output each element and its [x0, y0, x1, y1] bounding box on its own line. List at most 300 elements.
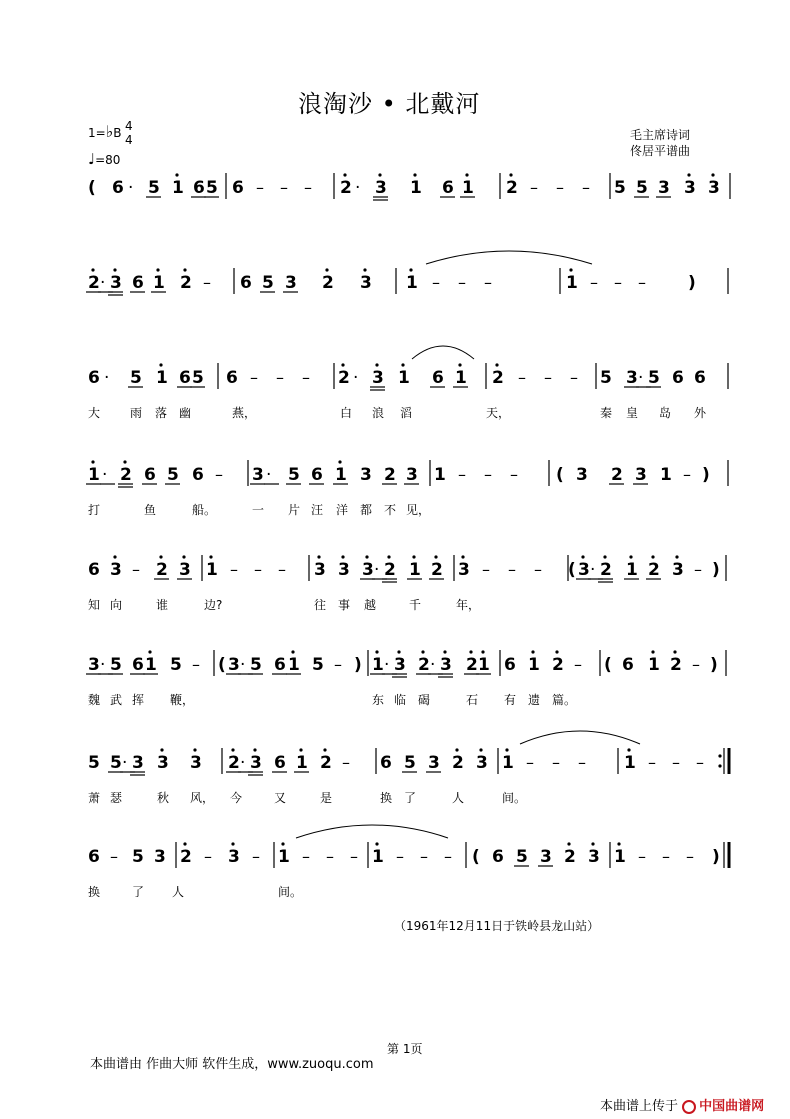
high-octave-dot — [455, 748, 458, 751]
note: 3 — [110, 273, 122, 293]
note: 6 — [492, 847, 504, 867]
extension-dash: – — [648, 753, 656, 772]
lyric-syllable: 越 — [364, 598, 377, 612]
note: 1 — [648, 655, 660, 675]
note: 6 — [179, 368, 191, 388]
extension-dash: – — [508, 560, 516, 579]
high-octave-dot — [281, 842, 284, 845]
note: 1 — [409, 560, 421, 580]
note: 3 — [440, 655, 452, 675]
bracket: ) — [354, 655, 362, 675]
lyric-syllable: 汪 — [311, 503, 324, 517]
note: 6 — [88, 847, 100, 867]
extension-dash: – — [432, 273, 440, 292]
note: 6 — [274, 753, 286, 773]
augmentation-dot: · — [430, 655, 436, 675]
augmentation-dot: · — [240, 655, 246, 675]
bracket: ( — [604, 655, 612, 675]
bracket: ) — [712, 560, 720, 580]
high-octave-dot — [603, 555, 606, 558]
lyric-syllable: 人 — [172, 885, 185, 899]
note: 3 — [576, 465, 588, 485]
augmentation-dot: · — [374, 560, 380, 580]
footer-software-note: 本曲谱由 作曲大师 软件生成，www.zuoqu.com — [90, 1057, 374, 1072]
augmentation-dot: · — [353, 368, 359, 388]
high-octave-dot — [461, 555, 464, 558]
extension-dash: – — [203, 273, 211, 292]
lyric-syllable: 燕， — [232, 406, 257, 420]
note: 1 — [455, 368, 467, 388]
note: 2 — [384, 560, 396, 580]
note: 2 — [228, 753, 240, 773]
page-number: 第 1页 — [387, 1042, 423, 1056]
high-octave-dot — [193, 748, 196, 751]
note: 6 — [88, 560, 100, 580]
augmentation-dot: · — [100, 655, 106, 675]
note: 2 — [600, 560, 612, 580]
extension-dash: – — [518, 368, 526, 387]
note: 2 — [340, 178, 352, 198]
note: 6 — [694, 368, 706, 388]
high-octave-dot — [412, 555, 415, 558]
lyric-syllable: 落 — [155, 406, 168, 420]
note: 1 — [398, 368, 410, 388]
footer-upload-note — [600, 1095, 764, 1114]
high-octave-dot — [531, 650, 534, 653]
extension-dash: – — [342, 753, 350, 772]
note: 5 — [288, 465, 300, 485]
note: 6 — [432, 368, 444, 388]
note: 5 — [648, 368, 660, 388]
note: 1 — [156, 368, 168, 388]
lyric-syllable: 向 — [110, 598, 123, 612]
note: 1 — [278, 847, 290, 867]
note: 3 — [338, 560, 350, 580]
note: 6 — [380, 753, 392, 773]
note: 6 — [622, 655, 634, 675]
lyric-syllable: 片 — [288, 503, 301, 517]
slur — [296, 825, 448, 838]
lyric-syllable: 东 — [372, 693, 385, 707]
note: 5 — [192, 368, 204, 388]
extension-dash: – — [692, 655, 700, 674]
bracket: ) — [688, 273, 696, 293]
lyric-syllable: 打 — [88, 503, 101, 517]
extension-dash: – — [420, 847, 428, 866]
high-octave-dot — [148, 650, 151, 653]
note: 6 — [144, 465, 156, 485]
lyricist-credit: 毛主席诗词 — [630, 128, 691, 142]
high-octave-dot — [375, 363, 378, 366]
extension-dash: – — [215, 465, 223, 484]
lyric-syllable: 间。 — [502, 791, 527, 805]
extension-dash: – — [578, 753, 586, 772]
high-octave-dot — [495, 363, 498, 366]
lyric-syllable: 遗 — [528, 693, 541, 707]
lyric-syllable: 挥 — [132, 693, 145, 707]
lyric-syllable: 鱼 — [144, 503, 157, 517]
high-octave-dot — [291, 650, 294, 653]
note: 3 — [228, 655, 240, 675]
high-octave-dot — [231, 842, 234, 845]
high-octave-dot — [113, 268, 116, 271]
high-octave-dot — [421, 650, 424, 653]
note: 1 — [624, 753, 636, 773]
note: 2 — [384, 465, 396, 485]
note: 3 — [154, 847, 166, 867]
note: 1 — [660, 465, 672, 485]
note: 2 — [506, 178, 518, 198]
lyric-syllable: 千 — [409, 598, 422, 612]
note: 1 — [335, 465, 347, 485]
note: 6 — [193, 178, 205, 198]
high-octave-dot — [338, 460, 341, 463]
lyric-syllable: 了 — [404, 791, 417, 805]
note: 3 — [458, 560, 470, 580]
augmentation-dot: · — [104, 368, 110, 388]
high-octave-dot — [567, 842, 570, 845]
note: 5 — [148, 178, 160, 198]
high-octave-dot — [378, 173, 381, 176]
note: 3 — [375, 178, 387, 198]
extension-dash: – — [350, 847, 358, 866]
note: 5 — [167, 465, 179, 485]
note: 6 — [88, 368, 100, 388]
note: 5 — [206, 178, 218, 198]
augmentation-dot: · — [638, 368, 644, 388]
extension-dash: – — [534, 560, 542, 579]
high-octave-dot — [160, 748, 163, 751]
lyric-syllable: 又 — [274, 791, 287, 805]
extension-dash: – — [530, 178, 538, 197]
note: 3 — [132, 753, 144, 773]
note: 6 — [442, 178, 454, 198]
lyric-syllable: 篇。 — [552, 693, 577, 707]
high-octave-dot — [159, 363, 162, 366]
note: 1 — [502, 753, 514, 773]
note: 3 — [228, 847, 240, 867]
lyric-syllable: 秋 — [157, 791, 170, 805]
extension-dash: – — [444, 847, 452, 866]
lyric-syllable: 魏 — [88, 693, 101, 707]
high-octave-dot — [253, 748, 256, 751]
augmentation-dot: · — [102, 465, 108, 485]
extension-dash: – — [458, 273, 466, 292]
lyric-syllable: 知 — [88, 598, 101, 612]
note: 1 — [288, 655, 300, 675]
note: 2 — [431, 560, 443, 580]
high-octave-dot — [183, 842, 186, 845]
slur — [426, 251, 592, 264]
high-octave-dot — [375, 650, 378, 653]
note: 3 — [540, 847, 552, 867]
extension-dash: – — [132, 560, 140, 579]
time-bottom: 4 — [125, 133, 133, 147]
lyric-syllable: 鞭， — [170, 693, 195, 707]
high-octave-dot — [509, 173, 512, 176]
augmentation-dot: · — [384, 655, 390, 675]
extension-dash: – — [556, 178, 564, 197]
note: 6 — [132, 655, 144, 675]
high-octave-dot — [323, 748, 326, 751]
high-octave-dot — [687, 173, 690, 176]
extension-dash: – — [662, 847, 670, 866]
note: 2 — [552, 655, 564, 675]
high-octave-dot — [387, 555, 390, 558]
note: 2 — [120, 465, 132, 485]
augmentation-dot: · — [128, 178, 134, 198]
extension-dash: – — [230, 560, 238, 579]
note: 5 — [170, 655, 182, 675]
note: 3 — [360, 465, 372, 485]
lyric-syllable: 雨 — [130, 406, 143, 420]
high-octave-dot — [325, 268, 328, 271]
extension-dash: – — [510, 465, 518, 484]
lyric-syllable: 浪 — [372, 406, 385, 420]
extension-dash: – — [484, 465, 492, 484]
high-octave-dot — [341, 363, 344, 366]
flat-sign: ♭ — [105, 122, 114, 141]
high-octave-dot — [569, 268, 572, 271]
lyric-syllable: 天， — [486, 406, 511, 420]
high-octave-dot — [363, 268, 366, 271]
lyric-syllable: 谁 — [156, 598, 169, 612]
note: 2 — [180, 273, 192, 293]
extension-dash: – — [396, 847, 404, 866]
high-octave-dot — [375, 842, 378, 845]
extension-dash: – — [458, 465, 466, 484]
note: 5 — [312, 655, 324, 675]
extension-dash: – — [574, 655, 582, 674]
lyric-syllable: 有 — [504, 693, 517, 707]
high-octave-dot — [123, 460, 126, 463]
note: 3 — [314, 560, 326, 580]
composer-credit: 佟居平谱曲 — [630, 144, 691, 158]
extension-dash: – — [252, 847, 260, 866]
high-octave-dot — [299, 748, 302, 751]
lyric-syllable: 岛 — [659, 406, 672, 420]
extension-dash: – — [638, 273, 646, 292]
lyric-syllable: 事 — [338, 598, 351, 612]
time-top: 4 — [125, 119, 133, 133]
bracket: ( — [218, 655, 226, 675]
note: 1 — [153, 273, 165, 293]
note: 6 — [132, 273, 144, 293]
note: 2 — [564, 847, 576, 867]
note: 5 — [262, 273, 274, 293]
bracket: ( — [556, 465, 564, 485]
lyric-syllable: 白 — [340, 406, 353, 420]
note: 5 — [600, 368, 612, 388]
extension-dash: – — [482, 560, 490, 579]
note: 1 — [206, 560, 218, 580]
note: 1 — [372, 847, 384, 867]
high-octave-dot — [159, 555, 162, 558]
note: 2 — [611, 465, 623, 485]
extension-dash: – — [686, 847, 694, 866]
lyric-syllable: 洋 — [336, 503, 349, 517]
bracket: ) — [702, 465, 710, 485]
high-octave-dot — [434, 555, 437, 558]
note: 1 — [296, 753, 308, 773]
high-octave-dot — [91, 460, 94, 463]
high-octave-dot — [651, 650, 654, 653]
note: 5 — [614, 178, 626, 198]
lyric-syllable: 外 — [694, 406, 707, 420]
note: 3 — [708, 178, 720, 198]
lyric-syllable: 瑟 — [110, 791, 123, 805]
note: 3 — [157, 753, 169, 773]
key-prefix: 1= — [88, 126, 106, 140]
note: 6 — [504, 655, 516, 675]
high-octave-dot — [617, 842, 620, 845]
high-octave-dot — [365, 555, 368, 558]
lyric-syllable: 不 — [384, 503, 397, 517]
bracket: ( — [88, 178, 96, 198]
high-octave-dot — [175, 173, 178, 176]
note: 2 — [492, 368, 504, 388]
note: 6 — [226, 368, 238, 388]
high-octave-dot — [479, 748, 482, 751]
note: 3 — [88, 655, 100, 675]
extension-dash: – — [254, 560, 262, 579]
lyric-syllable: 船。 — [192, 503, 217, 517]
lyric-syllable: 皇 — [626, 406, 639, 420]
lyric-syllable: 都 — [360, 503, 373, 517]
note: 6 — [311, 465, 323, 485]
extension-dash: – — [614, 273, 622, 292]
lyric-syllable: 武 — [110, 693, 123, 707]
high-octave-dot — [581, 555, 584, 558]
high-octave-dot — [591, 842, 594, 845]
quarter-note-icon: ♩ — [88, 150, 96, 168]
extension-dash: – — [276, 368, 284, 387]
extension-dash: – — [304, 178, 312, 197]
augmentation-dot: · — [266, 465, 272, 485]
note: 2 — [648, 560, 660, 580]
lyric-syllable: 大 — [88, 406, 101, 420]
lyric-syllable: 见， — [406, 503, 431, 517]
repeat-dot — [718, 754, 721, 757]
lyric-syllable: 秦 — [600, 406, 613, 420]
note: 2 — [452, 753, 464, 773]
lyric-syllable: 今 — [230, 791, 243, 805]
high-octave-dot — [156, 268, 159, 271]
high-octave-dot — [469, 650, 472, 653]
bracket: ( — [568, 560, 576, 580]
note: 3 — [372, 368, 384, 388]
note: 2 — [322, 273, 334, 293]
note: 3 — [578, 560, 590, 580]
note: 3 — [285, 273, 297, 293]
extension-dash: – — [256, 178, 264, 197]
note: 3 — [394, 655, 406, 675]
high-octave-dot — [209, 555, 212, 558]
note: 2 — [88, 273, 100, 293]
footer-upload-label: 本曲谱上传于 — [600, 1099, 679, 1114]
note: 3 — [635, 465, 647, 485]
extension-dash: – — [694, 560, 702, 579]
note: 6 — [672, 368, 684, 388]
extension-dash: – — [280, 178, 288, 197]
site-logo-text: 中国曲谱网 — [699, 1099, 765, 1114]
note: 3 — [672, 560, 684, 580]
extension-dash: – — [334, 655, 342, 674]
bracket: ) — [710, 655, 718, 675]
note: 5 — [132, 847, 144, 867]
lyric-syllable: 萧 — [88, 791, 101, 805]
repeat-dot — [718, 764, 721, 767]
high-octave-dot — [651, 555, 654, 558]
augmentation-dot: · — [100, 273, 106, 293]
high-octave-dot — [401, 363, 404, 366]
note: 5 — [404, 753, 416, 773]
note: 3 — [588, 847, 600, 867]
extension-dash: – — [302, 847, 310, 866]
page-title: 浪淘沙 • 北戴河 — [298, 90, 481, 118]
note: 3 — [362, 560, 374, 580]
note: 2 — [338, 368, 350, 388]
high-octave-dot — [629, 555, 632, 558]
extension-dash: – — [204, 847, 212, 866]
colophon: （1961年12月11日于铁岭县龙山站） — [394, 919, 600, 933]
high-octave-dot — [465, 173, 468, 176]
augmentation-dot: · — [355, 178, 361, 198]
site-logo-icon — [682, 1100, 696, 1114]
note: 1 — [626, 560, 638, 580]
bracket: ) — [712, 847, 720, 867]
high-octave-dot — [397, 650, 400, 653]
high-octave-dot — [711, 173, 714, 176]
extension-dash: – — [278, 560, 286, 579]
lyric-syllable: 往 — [314, 598, 327, 612]
lyric-syllable: 间。 — [278, 885, 303, 899]
note: 3 — [110, 560, 122, 580]
extension-dash: – — [544, 368, 552, 387]
extension-dash: – — [302, 368, 310, 387]
lyric-syllable: 边? — [204, 598, 223, 612]
note: 2 — [156, 560, 168, 580]
lyric-syllable: 碣 — [418, 693, 431, 707]
lyric-syllable: 了 — [132, 885, 145, 899]
note: 3 — [428, 753, 440, 773]
high-octave-dot — [182, 555, 185, 558]
note: 3 — [252, 465, 264, 485]
lyric-syllable: 换 — [380, 791, 393, 805]
high-octave-dot — [343, 173, 346, 176]
extension-dash: – — [250, 368, 258, 387]
extension-dash: – — [582, 178, 590, 197]
augmentation-dot: · — [122, 753, 128, 773]
note: 6 — [232, 178, 244, 198]
high-octave-dot — [231, 748, 234, 751]
extension-dash: – — [672, 753, 680, 772]
note: 5 — [516, 847, 528, 867]
note: 3 — [406, 465, 418, 485]
note: 1 — [528, 655, 540, 675]
lyric-syllable: 换 — [88, 885, 101, 899]
lyric-syllable: 年， — [456, 598, 481, 612]
high-octave-dot — [505, 748, 508, 751]
high-octave-dot — [555, 650, 558, 653]
note: 1 — [410, 178, 422, 198]
extension-dash: – — [696, 753, 704, 772]
tempo-value: =80 — [95, 153, 121, 167]
lyric-syllable: 风， — [190, 791, 215, 805]
extension-dash: – — [484, 273, 492, 292]
slur — [520, 731, 640, 744]
high-octave-dot — [183, 268, 186, 271]
